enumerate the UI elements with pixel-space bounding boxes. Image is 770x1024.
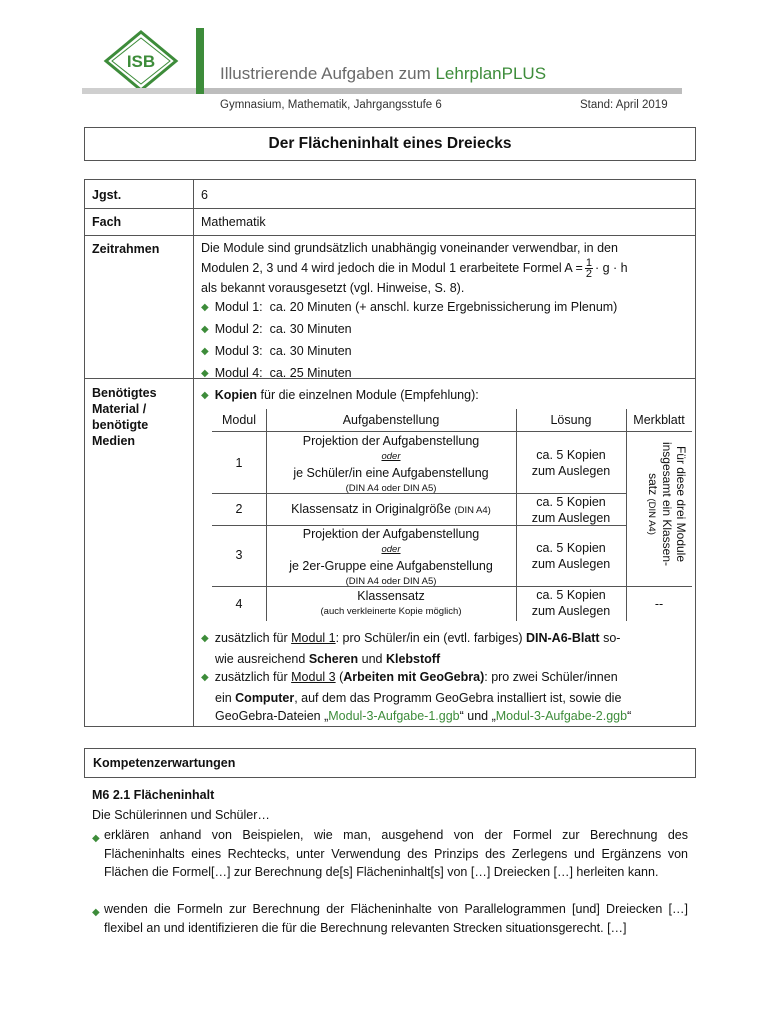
table-row: 4	[235, 597, 243, 611]
list-item: ◆ Modul 3: ca. 30 Minuten	[201, 344, 352, 358]
jgst-label: Jgst.	[92, 188, 122, 202]
th-loesung: Lösung	[550, 413, 592, 427]
header-green-bar	[196, 28, 204, 94]
table-row: 1	[235, 456, 243, 470]
th-modul: Modul	[221, 413, 257, 427]
fach-value: Mathematik	[201, 215, 266, 229]
kompetenz-heading: M6 2.1 Flächeninhalt	[92, 788, 215, 802]
diamond-bullet-icon: ◆	[201, 346, 209, 357]
stand-date: Stand: April 2019	[580, 99, 668, 111]
extra-note-modul3: ◆ zusätzlich für Modul 3 (Arbeiten mit GeoGebra): pro zwei Schüler/innen ein Computer, auf dem das Programm GeoGebra installiert ist, sowie die GeoGebra-Dateien „Modul-3-Aufgabe-1.ggb“ und „Modul-3-Aufgabe-2.ggb“	[201, 670, 632, 723]
fraction-one-half: $\frac{1}{2}$	[585, 256, 592, 280]
module-time-list	[201, 297, 617, 385]
diamond-bullet-icon: ◆	[92, 833, 100, 844]
isb-logo	[100, 28, 182, 94]
th-aufgabe: Aufgabenstellung	[342, 413, 440, 427]
file-link-1[interactable]: Modul-3-Aufgabe-1.ggb	[328, 709, 460, 723]
kopien-line: ◆ Kopien für die einzelnen Module (Empfehlung):	[201, 388, 479, 402]
diamond-bullet-icon: ◆	[201, 368, 209, 379]
merkblatt-note: Für diese drei Module insgesamt ein Klassen- satz (DIN A4)	[646, 441, 688, 567]
diamond-bullet-icon: ◆	[201, 633, 209, 644]
material-label: Benötigtes Material / benötigte Medien	[92, 386, 157, 448]
diamond-bullet-icon: ◆	[201, 302, 209, 313]
table-row: 3	[235, 548, 243, 562]
material-table: Modul Aufgabenstellung Lösung Merkblatt 1 Projektion der Aufgabenstellung oder je Schüler/in eine Aufgabenstellung (DIN A4 oder DIN A5) ca. 5 Kopien zum Auslegen 2 Klassensatz in Originalgröße (DIN A4) ca. 5 Kopien zum Auslegen 3 Projektion der Aufgabenstellung oder je 2er-Gruppe eine Aufgabenstellung (DIN A4 oder DIN A5) ca. 5 Kopien zum Auslegen 4 Klassensatz (auch verkleinerte Kopie möglich) ca. 5 Kopien zum Auslegen -- Für diese drei Module insgesamt ein Klassen- satz (DIN A4)	[212, 409, 692, 621]
zeit-label: Zeitrahmen	[92, 242, 160, 256]
kompetenz-title: Kompetenzerwartungen	[84, 748, 696, 778]
fach-label: Fach	[92, 215, 122, 229]
site-title: Illustrierende Aufgaben zum LehrplanPLUS	[220, 64, 547, 83]
file-link-2[interactable]: Modul-3-Aufgabe-2.ggb	[495, 709, 628, 723]
header-grey-bar-dark	[196, 88, 682, 94]
th-merkblatt: Merkblatt	[633, 413, 685, 427]
list-item: ◆ wenden die Formeln zur Berechnung der Flächeninhalte von Parallelogrammen [und] Dreiecken […] flexibel an und identifizieren die für die Berechnung relevanten Strecken situationsgerecht. […]	[92, 902, 688, 935]
extra-note-modul1: ◆ zusätzlich für Modul 1: pro Schüler/in ein (evtl. farbiges) DIN-A6-Blatt so- wie ausreichend Scheren und Klebstoff	[201, 631, 621, 666]
diamond-bullet-icon: ◆	[201, 324, 209, 335]
list-item: ◆ Modul 4: ca. 25 Minuten	[201, 366, 352, 380]
table-row: 2	[235, 502, 243, 516]
kompetenz-subheading: Die Schülerinnen und Schüler…	[92, 808, 270, 822]
diamond-bullet-icon: ◆	[201, 672, 209, 683]
svg-text:ISB: ISB	[126, 52, 156, 71]
zeit-text: Die Module sind grundsätzlich unabhängig voneinander verwendbar, in den Modulen 2, 3 und 4 wird jedoch die in Modul 1 erarbeitete Formel A = $\frac{1}{2}$ · g · h als bekannt vorausgesetzt (vgl. Hinweise, S. 8).	[201, 241, 628, 295]
jgst-value: 6	[201, 188, 208, 202]
diamond-bullet-icon: ◆	[92, 907, 100, 918]
meta-table	[84, 179, 696, 727]
list-item: ◆ erklären anhand von Beispielen, wie man, ausgehend von der Formel zur Berechnung des Flächeninhalts eines Rechtecks, unter Verwendung des Prinzips des Zerlegens und Ergänzens von Flächen die Formel[…] zur Berechnung de[s] Flächeninhalt[s] von […] Dreiecken […] herleiten kann.	[92, 828, 688, 879]
document-title: Der Flächeninhalt eines Dreiecks	[84, 127, 696, 161]
diamond-bullet-icon: ◆	[201, 390, 209, 401]
list-item: ◆ Modul 2: ca. 30 Minuten	[201, 322, 352, 336]
subline: Gymnasium, Mathematik, Jahrgangsstufe 6	[220, 99, 442, 111]
list-item: ◆ Modul 1: ca. 20 Minuten (+ anschl. kurze Ergebnissicherung im Plenum)	[201, 300, 618, 314]
